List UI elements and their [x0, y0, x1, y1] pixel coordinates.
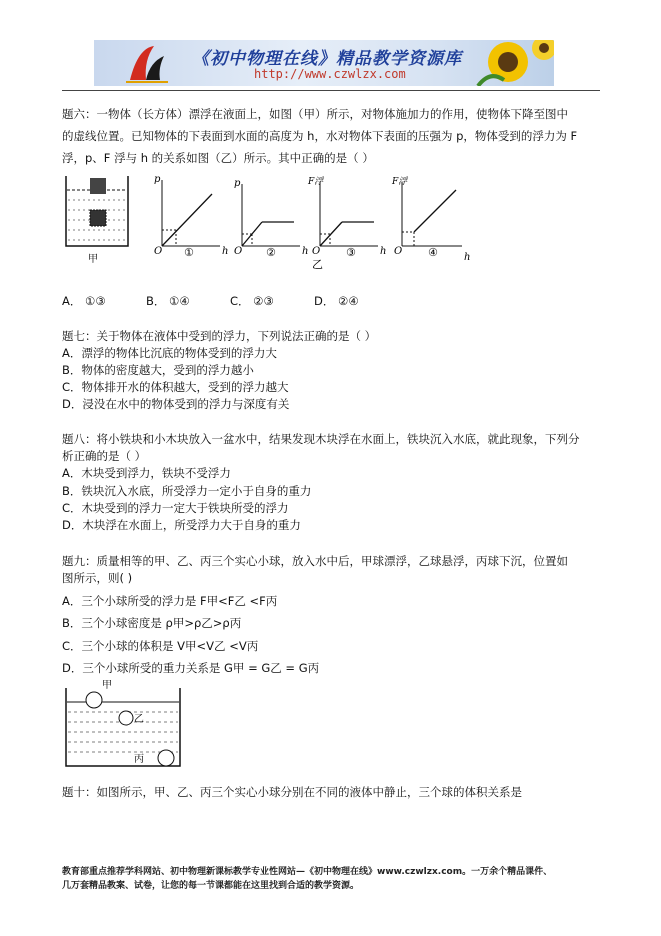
graph-1-xlabel: h: [222, 246, 229, 257]
q9-stem-2: 图所示，则( ): [62, 571, 133, 585]
graph-2-ylabel: p: [234, 178, 241, 189]
graph-2-xlabel: h: [302, 246, 309, 257]
q9-option-d: D．三个小球所受的重力关系是 G甲 = G乙 = G丙: [62, 661, 320, 675]
banner-title: 《初中物理在线》精品教学资源库: [192, 49, 462, 69]
footer-line-1: 教育部重点推荐学科网站、初中物理新课标教学专业性网站—《初中物理在线》www.czwlzx.com。一万余个精品课件、: [62, 867, 553, 877]
q9-option-b: B．三个小球密度是 ρ甲>ρ乙>ρ丙: [62, 616, 242, 630]
q9-option-c: C．三个小球的体积是 V甲<V乙 <V丙: [62, 639, 259, 653]
q7-option-a: A．漂浮的物体比沉底的物体受到的浮力大: [62, 346, 277, 360]
graph-3-ylabel: F浮: [308, 177, 324, 187]
q6-figure: [62, 170, 502, 270]
q6-line-3: 浮，p、F 浮与 h 的关系如图（乙）所示。其中正确的是（ ）: [62, 151, 374, 165]
banner-url[interactable]: http://www.czwlzx.com: [254, 67, 406, 81]
graph-1-number: ①: [184, 246, 194, 259]
graph-3: [320, 182, 378, 246]
graph-1: [162, 180, 220, 246]
ball-jia: [86, 692, 102, 708]
q8-stem-1: 题八：将小铁块和小木块放入一盆水中，结果发现木块浮在水面上，铁块沉入水底，就此现象，下列分: [62, 432, 580, 446]
q9-figure: [62, 680, 192, 772]
graph-4-number: ④: [428, 246, 438, 259]
ball-bing: [158, 750, 174, 766]
graph-2-origin: O: [234, 246, 243, 257]
header-rule: [62, 90, 600, 91]
graph-3-xlabel: h: [380, 246, 387, 257]
q6-option-d: D． ②④: [314, 294, 359, 308]
q7-option-c: C．物体排开水的体积越大，受到的浮力越大: [62, 380, 289, 394]
graph-3-origin: O: [312, 246, 321, 257]
sunflower-icon: [474, 40, 554, 86]
q8-option-d: D．木块浮在水面上，所受浮力大于自身的重力: [62, 518, 301, 532]
q8-stem-2: 析正确的是（ ）: [62, 449, 147, 463]
q6-option-a: A． ①③: [62, 294, 106, 308]
graph-2: [242, 184, 300, 246]
graph-1-ylabel: p: [154, 174, 161, 185]
ball-jia-label: 甲: [102, 680, 112, 691]
q8-option-a: A．木块受到浮力，铁块不受浮力: [62, 466, 231, 480]
beaker-jia: [66, 176, 128, 246]
q8-option-b: B．铁块沉入水底，所受浮力一定小于自身的重力: [62, 484, 312, 498]
ball-bing-label: 丙: [134, 754, 144, 765]
q10-stem: 题十：如图所示，甲、乙、丙三个实心小球分别在不同的液体中静止，三个球的体积关系是: [62, 785, 522, 799]
footer-line-2: 几万套精品教案、试卷，让您的每一节课都能在这里找到合适的教学资源。: [62, 881, 360, 891]
q6-option-b: B． ①④: [146, 294, 190, 308]
fig-label-jia: 甲: [88, 254, 98, 265]
q7-stem: 题七：关于物体在液体中受到的浮力，下列说法正确的是（ ）: [62, 329, 377, 343]
graph-3-number: ③: [346, 246, 356, 259]
graph-1-origin: O: [154, 246, 163, 257]
graph-4-ylabel: F浮: [392, 177, 408, 187]
q7-option-b: B．物体的密度越大，受到的浮力越小: [62, 363, 254, 377]
graph-4-origin: O: [394, 246, 403, 257]
q7-option-d: D．浸没在水中的物体受到的浮力与深度有关: [62, 397, 290, 411]
q6-line-1: 题六：一物体（长方体）漂浮在液面上，如图（甲）所示，对物体施加力的作用，使物体下降至图中: [62, 107, 568, 121]
logo-icon: [124, 40, 170, 86]
q8-option-c: C．木块受到的浮力一定大于铁块所受的浮力: [62, 501, 289, 515]
q6-option-c: C． ②③: [230, 294, 274, 308]
header-banner: [94, 40, 554, 86]
q9-stem-1: 题九：质量相等的甲、乙、丙三个实心小球，放入水中后，甲球漂浮，乙球悬浮，丙球下沉，位置如: [62, 554, 568, 568]
graph-2-number: ②: [266, 246, 276, 259]
q6-line-2: 的虚线位置。已知物体的下表面到水面的高度为 h，水对物体下表面的压强为 p，物体受到的浮力为 F: [62, 129, 578, 143]
graph-4: [402, 182, 462, 246]
ball-yi-label: 乙: [134, 714, 144, 725]
q9-option-a: A．三个小球所受的浮力是 F甲<F乙 <F丙: [62, 594, 278, 608]
graph-4-xlabel: h: [464, 252, 471, 263]
ball-yi: [119, 711, 133, 725]
fig-label-yi: 乙: [312, 258, 323, 270]
